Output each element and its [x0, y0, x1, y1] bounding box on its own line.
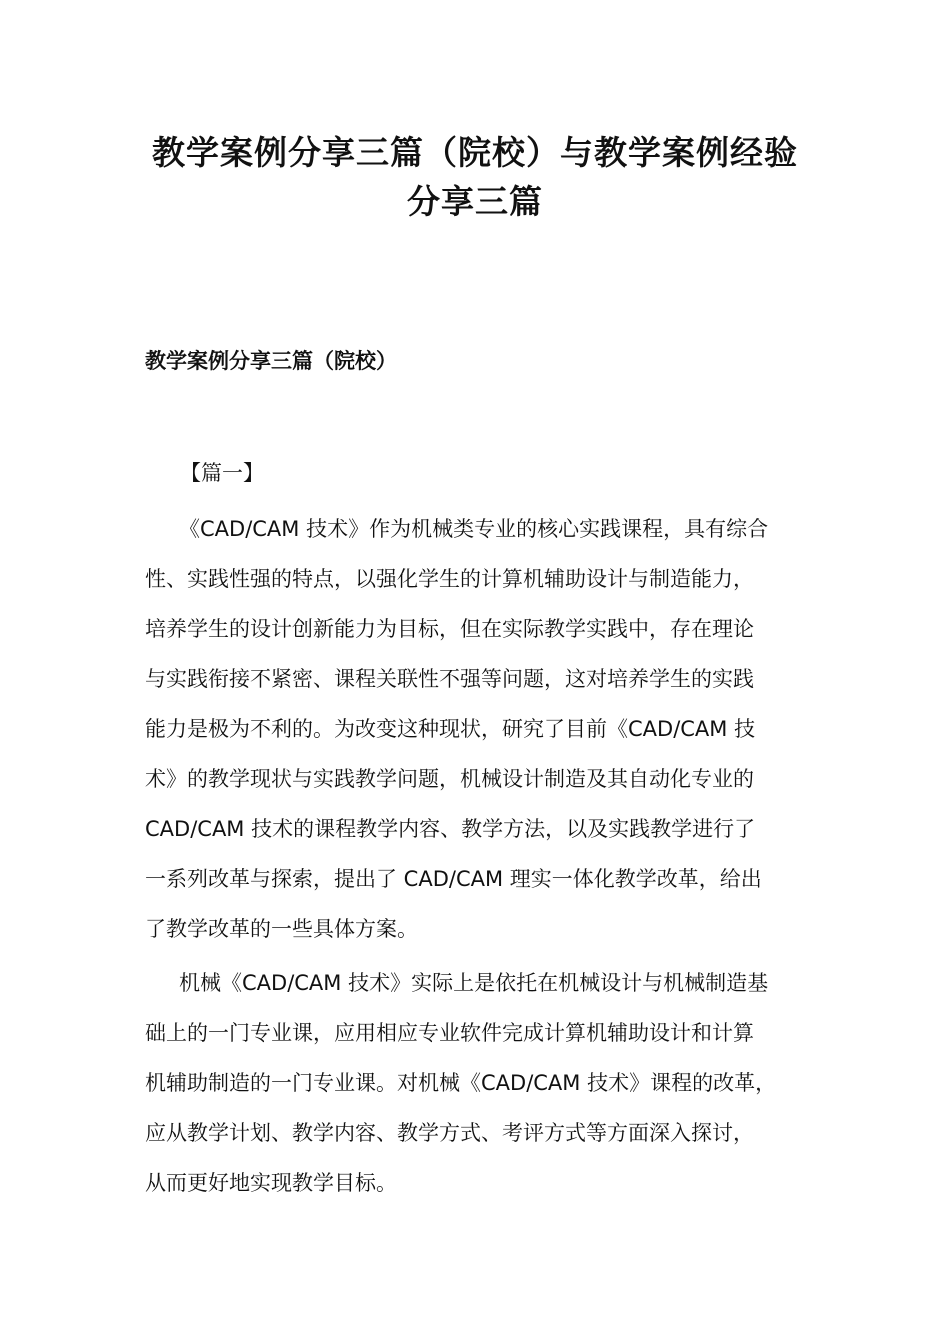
- paragraph-line: 与实践衔接不紧密、课程关联性不强等问题，这对培养学生的实践: [145, 667, 754, 691]
- paragraph-line: 术》的教学现状与实践教学问题，机械设计制造及其自动化专业的: [145, 767, 754, 791]
- paragraph-line: 了教学改革的一些具体方案。: [145, 917, 418, 941]
- section-heading: 教学案例分享三篇（院校）: [145, 349, 397, 373]
- paragraph-line: 性、实践性强的特点，以强化学生的计算机辅助设计与制造能力，: [145, 567, 754, 591]
- title-line-1: 教学案例分享三篇（院校）与教学案例经验: [152, 133, 798, 172]
- paragraph-line: 应从教学计划、教学内容、教学方式、考评方式等方面深入探讨，: [145, 1121, 754, 1145]
- paragraph-line: 能力是极为不利的。为改变这种现状，研究了目前《CAD/CAM 技: [145, 717, 756, 741]
- paragraph-line: 从而更好地实现教学目标。: [145, 1171, 397, 1195]
- part-label: 【篇一】: [180, 461, 264, 485]
- document-title: [100, 128, 850, 226]
- paragraph-line: 础上的一门专业课，应用相应专业软件完成计算机辅助设计和计算: [145, 1021, 754, 1045]
- paragraph-1: [145, 504, 810, 954]
- paragraph-line: 培养学生的设计创新能力为目标，但在实际教学实践中，存在理论: [145, 617, 754, 641]
- paragraph-line: 一系列改革与探索，提出了 CAD/CAM 理实一体化教学改革，给出: [145, 867, 762, 891]
- paragraph-line: CAD/CAM 技术的课程教学内容、教学方法，以及实践教学进行了: [145, 817, 756, 841]
- paragraph-line: 机械《CAD/CAM 技术》实际上是依托在机械设计与机械制造基: [179, 971, 769, 995]
- paragraph-line: 《CAD/CAM 技术》作为机械类专业的核心实践课程，具有综合: [179, 517, 769, 541]
- paragraph-2: [145, 958, 810, 1208]
- paragraph-line: 机辅助制造的一门专业课。对机械《CAD/CAM 技术》课程的改革，: [145, 1071, 777, 1095]
- title-line-2: 分享三篇: [407, 182, 543, 221]
